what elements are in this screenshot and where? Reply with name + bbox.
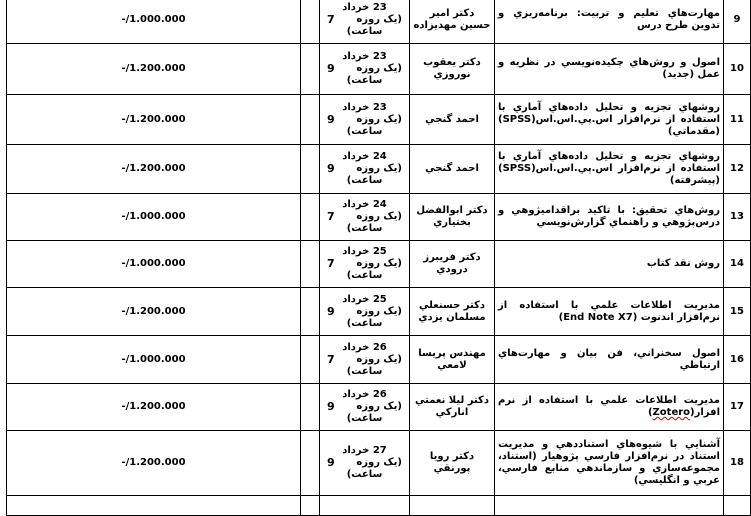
row-number-cell: 17 <box>724 384 751 431</box>
empty-cell <box>301 496 320 516</box>
duration-line <box>323 354 406 366</box>
empty-cell <box>301 44 320 95</box>
empty-cell <box>301 384 320 431</box>
hours-count: 9 <box>327 304 335 318</box>
course-title-post: ) <box>647 407 653 418</box>
instructor-cell: مهندس پريسا لامعي <box>410 336 495 384</box>
duration-line <box>323 211 406 223</box>
date-duration-cell <box>320 336 410 384</box>
duration-text: (يک روزه <box>356 211 402 222</box>
courses-table-body <box>7 0 751 516</box>
empty-cell <box>301 288 320 336</box>
table-row <box>7 0 751 44</box>
price-cell: 1.200.000/- <box>7 384 301 431</box>
duration-line <box>323 457 406 469</box>
empty-cell <box>301 194 320 241</box>
empty-cell <box>301 0 320 44</box>
row-number-cell: 9 <box>724 0 751 44</box>
instructor-cell: احمد گنجي <box>410 95 495 145</box>
row-number-cell: 11 <box>724 95 751 145</box>
price-cell: 1.000.000/- <box>7 0 301 44</box>
courses-table <box>6 0 751 516</box>
instructor-cell: دكتر ليلا نعمتي انارکي <box>410 384 495 431</box>
date-duration-cell <box>320 384 410 431</box>
hours-word: ساعت) <box>346 175 383 186</box>
date-text: 25 خرداد <box>342 246 387 257</box>
row-number-cell: 14 <box>724 241 751 288</box>
course-title-cell: مديريت اطلاعات علمي با استفاده از نرم‌افزار اندنوت (End Note X7) <box>495 288 724 336</box>
table-row <box>7 44 751 95</box>
price-cell: 1.000.000/- <box>7 241 301 288</box>
course-title-cell: روشهاي تجزيه و تحليل داده‌هاي آماري با استفاده از نرم‌افزار اس.پي.اس.اس(SPSS)(مقدماتي) <box>495 95 724 145</box>
hours-count: 9 <box>327 112 335 126</box>
price-cell: 1.200.000/- <box>7 95 301 145</box>
date-text: 23 خرداد <box>342 101 387 113</box>
duration-line <box>323 306 406 318</box>
hours-count: 9 <box>327 400 335 413</box>
date-text: 23 خرداد <box>342 2 387 13</box>
course-title-cell: آشنايي با شيوه‌هاي استناددهي و مديريت استناد در نرم‌افزار فارسي پژوهيار (استناد، مجموعه‌سازي و سازماندهي منابع فارسي، عربي و انگليسي) <box>495 431 724 496</box>
hours-word: ساعت) <box>346 317 383 329</box>
duration-line <box>323 163 406 175</box>
row-number-cell: 18 <box>724 431 751 496</box>
table-row <box>7 384 751 431</box>
duration-text: (يک روزه <box>356 14 402 25</box>
date-duration-cell <box>320 496 410 516</box>
course-title-cell <box>495 384 724 431</box>
duration-line <box>323 14 406 26</box>
duration-line <box>323 258 406 270</box>
instructor-cell: دكتر امير حسين مهديزاده <box>410 0 495 44</box>
duration-line <box>323 401 406 413</box>
hours-count: 7 <box>327 210 335 223</box>
hours-word: ساعت) <box>346 365 383 377</box>
date-duration-cell <box>320 241 410 288</box>
price-cell <box>7 496 301 516</box>
empty-cell <box>301 95 320 145</box>
date-duration-cell <box>320 431 410 496</box>
course-title-cell: اصول سخنراني، فن بيان و مهارت‌هاي ارتباطي <box>495 336 724 384</box>
date-duration-cell <box>320 288 410 336</box>
instructor-cell: دكتر فريبرز درودي <box>410 241 495 288</box>
empty-cell <box>301 241 320 288</box>
table-row <box>7 288 751 336</box>
price-cell: 1.200.000/- <box>7 431 301 496</box>
table-row <box>7 241 751 288</box>
empty-cell <box>301 336 320 384</box>
hours-count: 9 <box>327 456 335 469</box>
duration-text: (يک روزه <box>356 63 402 74</box>
duration-text: (يک روزه <box>356 401 402 412</box>
row-number-cell <box>724 496 751 516</box>
date-text: 27 خرداد <box>342 445 387 456</box>
course-title-cell: روش نقد كتاب <box>495 241 724 288</box>
hours-word: ساعت) <box>346 223 383 234</box>
table-row <box>7 95 751 145</box>
course-title-software: Zotero <box>652 407 691 418</box>
hours-count: 9 <box>327 162 335 175</box>
instructor-cell <box>410 496 495 516</box>
row-number-cell: 13 <box>724 194 751 241</box>
hours-word: ساعت) <box>346 26 383 37</box>
date-duration-cell <box>320 0 410 44</box>
hours-count: 9 <box>327 62 335 75</box>
instructor-cell: احمد گنجي <box>410 145 495 194</box>
hours-count: 7 <box>327 352 335 366</box>
date-text: 24 خرداد <box>342 199 387 210</box>
date-duration-cell <box>320 95 410 145</box>
duration-text: (يک روزه <box>356 305 402 317</box>
table-row <box>7 336 751 384</box>
course-title-cell: مهارت‌هاي تعليم و تربيت: برنامه‌ريزي و تدوين طرح درس <box>495 0 724 44</box>
table-row <box>7 496 751 516</box>
date-text: 23 خرداد <box>342 51 387 62</box>
duration-text: (يک روزه <box>356 353 402 365</box>
hours-count: 7 <box>327 13 335 26</box>
table-row <box>7 194 751 241</box>
instructor-cell: دكتر رويا پورنقي <box>410 431 495 496</box>
empty-cell <box>301 431 320 496</box>
price-cell: 1.000.000/- <box>7 336 301 384</box>
date-duration-cell <box>320 44 410 95</box>
date-text: 26 خرداد <box>342 341 387 353</box>
date-text: 24 خرداد <box>342 151 387 162</box>
duration-text: (يک روزه <box>356 258 402 269</box>
instructor-cell: دكتر يعقوب نوروزي <box>410 44 495 95</box>
course-title-cell: اصول و روش‌هاي چكيده‌نويسي در نظريه و عمل (جديد) <box>495 44 724 95</box>
hours-word: ساعت) <box>346 75 383 86</box>
empty-cell <box>301 145 320 194</box>
hours-word: ساعت) <box>346 270 383 281</box>
hours-word: ساعت) <box>346 125 383 137</box>
row-number-cell: 15 <box>724 288 751 336</box>
course-title-cell: روش‌هاي تحقيق: با تاكيد براقداميژوهي و درس‌پژوهي و راهنماي گزارش‌نويسي <box>495 194 724 241</box>
hours-word: ساعت) <box>346 413 383 424</box>
price-cell: 1.200.000/- <box>7 145 301 194</box>
course-title-cell <box>495 496 724 516</box>
table-row <box>7 145 751 194</box>
hours-word: ساعت) <box>346 469 383 480</box>
date-duration-cell <box>320 194 410 241</box>
duration-text: (يک روزه <box>356 113 402 125</box>
duration-line <box>323 114 406 126</box>
hours-count: 7 <box>327 257 335 270</box>
course-title-pre: مديريت اطلاعات علمي با استفاده از نرم افزار( <box>498 395 720 418</box>
duration-line <box>323 63 406 75</box>
date-text: 25 خرداد <box>342 293 387 305</box>
price-cell: 1.200.000/- <box>7 288 301 336</box>
course-title-cell: روشهاي تجزيه و تحليل داده‌هاي آماري با استفاده از نرم‌افزار اس.پي.اس.اس(SPSS)(پيشرفته) <box>495 145 724 194</box>
row-number-cell: 10 <box>724 44 751 95</box>
table-row <box>7 431 751 496</box>
date-text: 26 خرداد <box>342 389 387 400</box>
row-number-cell: 12 <box>724 145 751 194</box>
duration-text: (يک روزه <box>356 457 402 468</box>
price-cell: 1.000.000/- <box>7 194 301 241</box>
duration-text: (يک روزه <box>356 163 402 174</box>
date-duration-cell <box>320 145 410 194</box>
instructor-cell: دكتر ابوالفضل بختياري <box>410 194 495 241</box>
instructor-cell: دكتر حسنعلي مسلمان يزدي <box>410 288 495 336</box>
price-cell: 1.200.000/- <box>7 44 301 95</box>
row-number-cell: 16 <box>724 336 751 384</box>
